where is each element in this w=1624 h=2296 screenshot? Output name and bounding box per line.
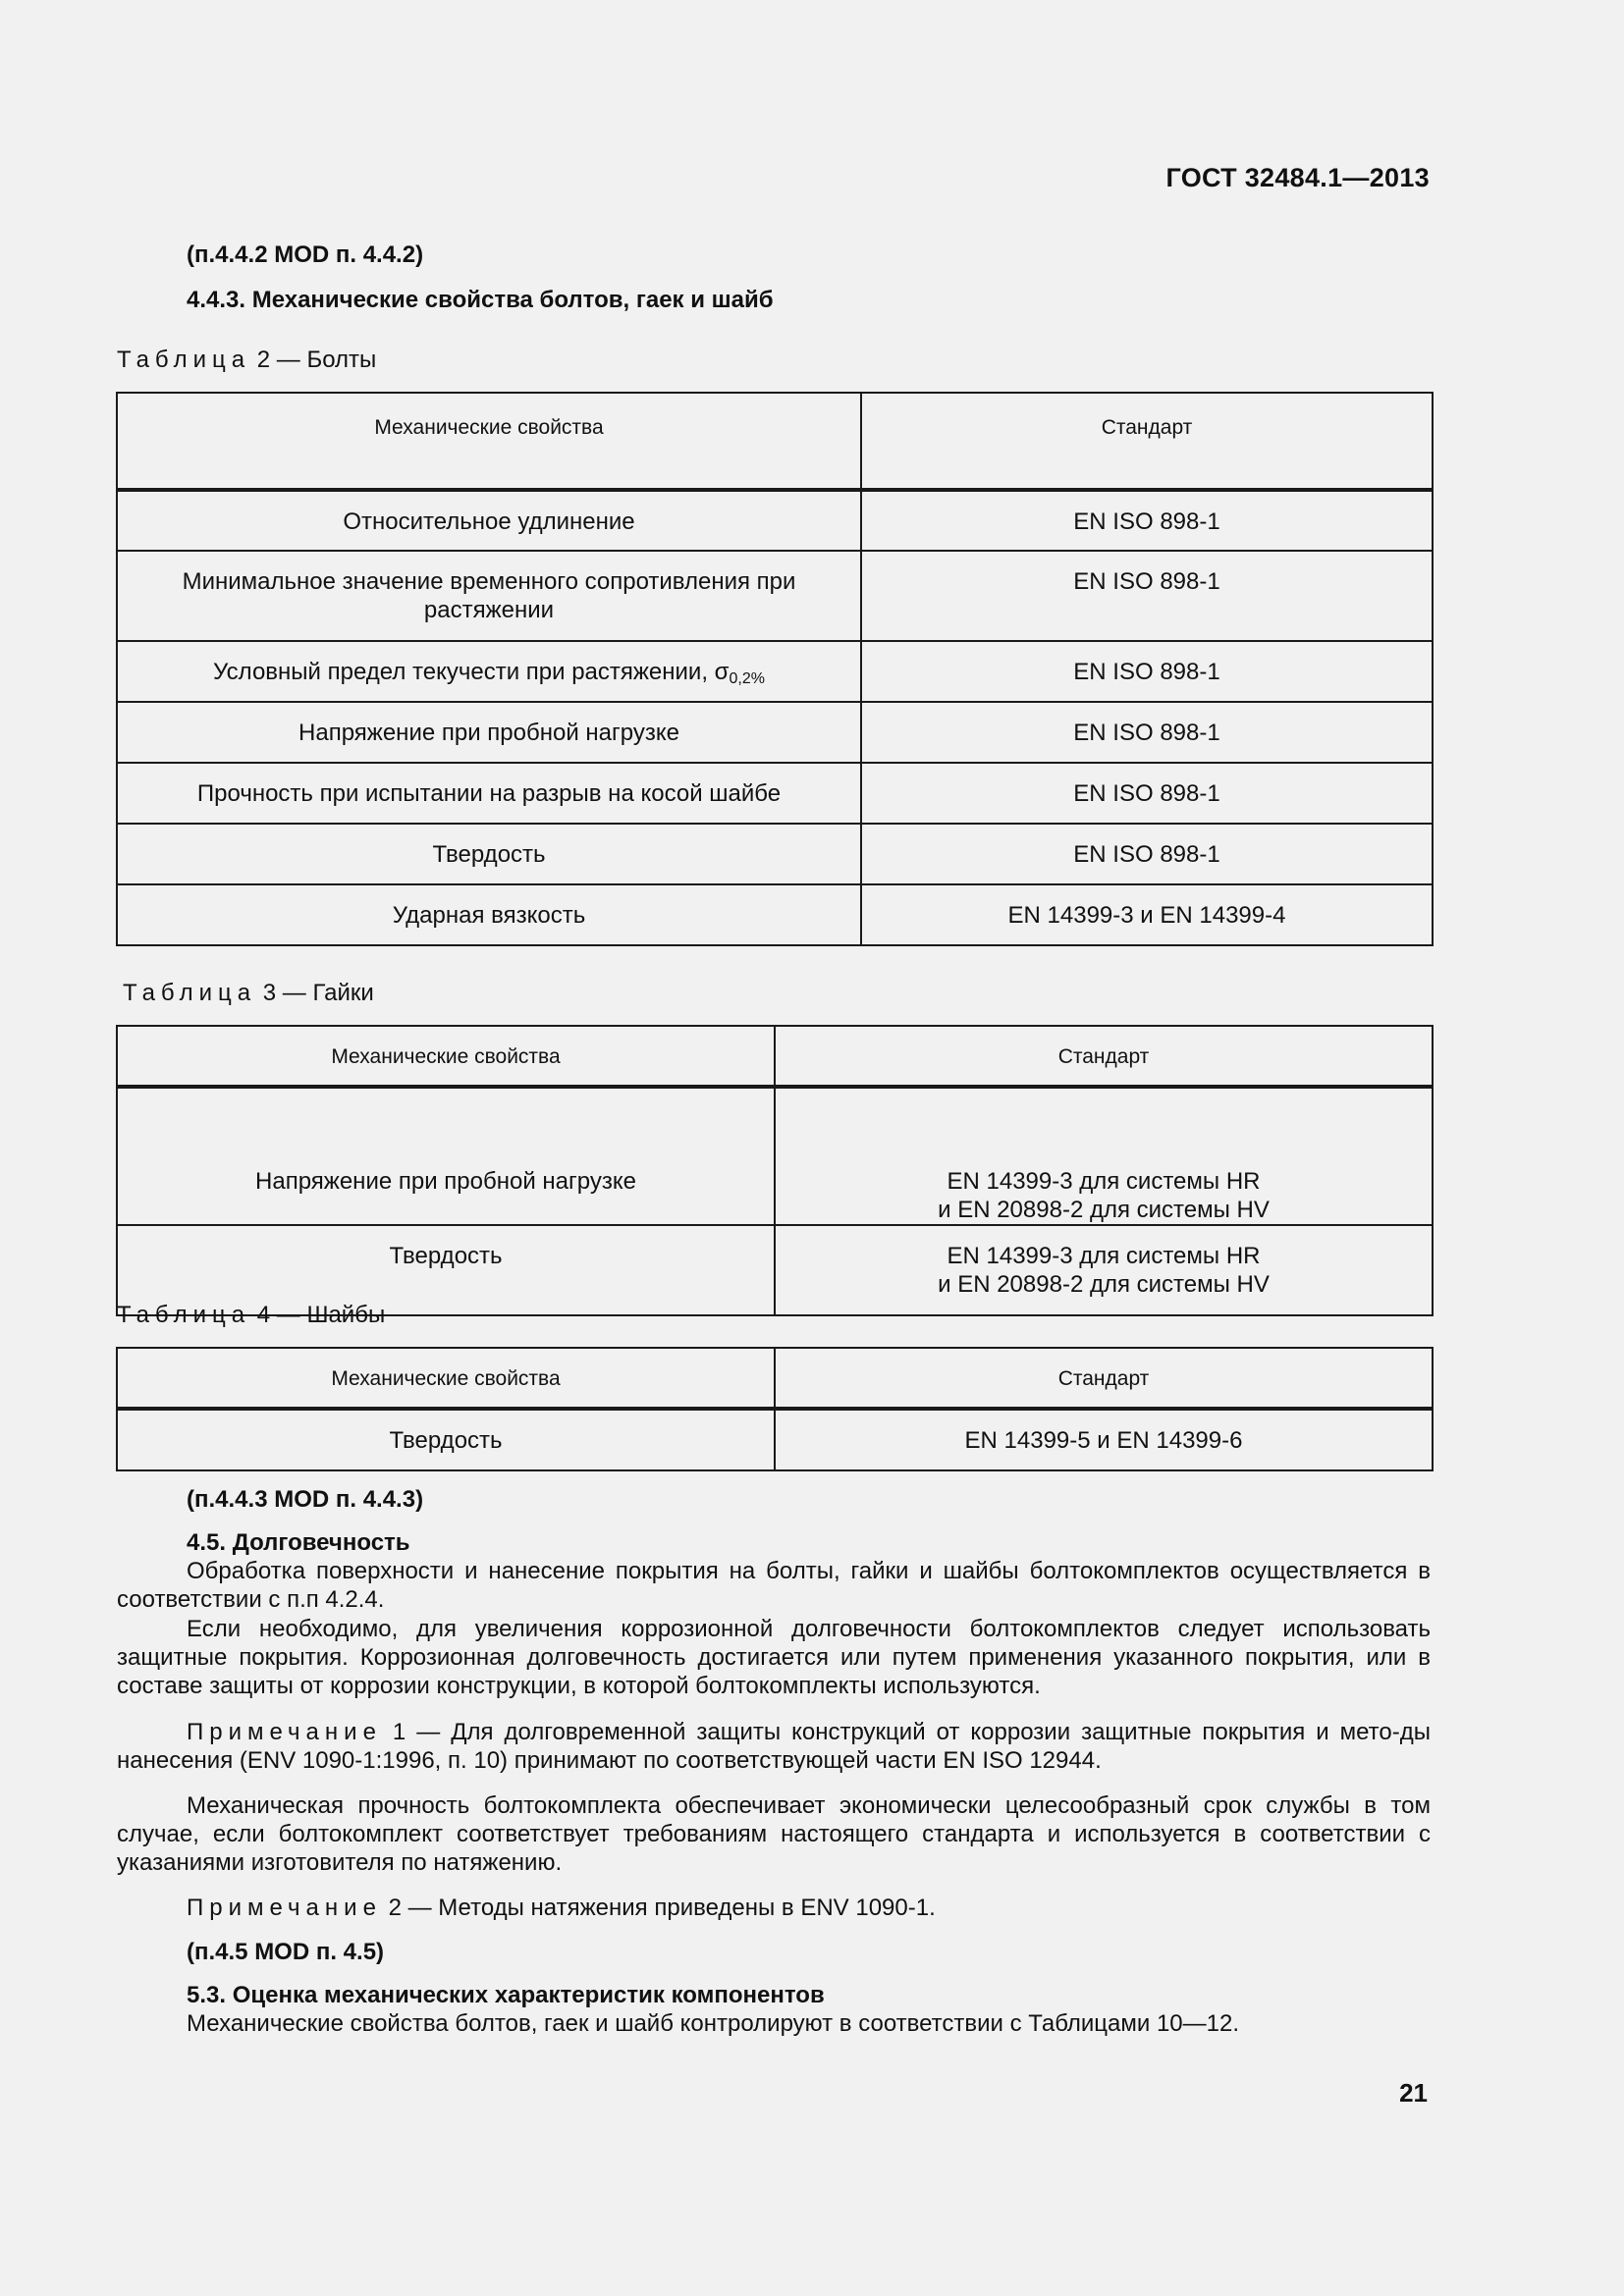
table-cell: EN ISO 898-1 bbox=[861, 763, 1433, 824]
table-cell: EN ISO 898-1 bbox=[861, 490, 1433, 551]
table-row bbox=[117, 824, 1433, 884]
table-2-bolts bbox=[116, 392, 1434, 946]
note-2-text: 2 — Методы натяжения приведены в ENV 1090-1. bbox=[388, 1895, 936, 1921]
sigma-subscript: 0,2% bbox=[729, 670, 765, 687]
table-row bbox=[117, 702, 1433, 763]
table-cell: Напряжение при пробной нагрузке bbox=[117, 702, 861, 763]
reference-4-4-2: (п.4.4.2 MOD п. 4.4.2) bbox=[187, 241, 424, 268]
table-4-caption-title: 4 — Шайбы bbox=[256, 1302, 386, 1328]
table-header-cell: Стандарт bbox=[775, 1348, 1433, 1409]
table-2-caption-word: Таблица bbox=[117, 347, 251, 373]
table-cell: Напряжение при пробной нагрузке bbox=[117, 1087, 775, 1225]
table-cell: Относительное удлинение bbox=[117, 490, 861, 551]
table-cell: Прочность при испытании на разрыв на косой шайбе bbox=[117, 763, 861, 824]
section-heading-4-4-3: 4.4.3. Механические свойства болтов, гаек и шайб bbox=[187, 287, 774, 313]
paragraph-mechanical-strength: Механическая прочность болтокомплекта обеспечивает экономически целесообразный срок службы в том случае, если болтокомплект соответствует требованиям настоящего стандарта и используется в соответствии с указаниями изготовителя по натяжению. bbox=[117, 1792, 1431, 1876]
table-row bbox=[117, 1409, 1433, 1470]
table-row bbox=[117, 884, 1433, 945]
reference-4-4-3: (п.4.4.3 MOD п. 4.4.3) bbox=[187, 1486, 424, 1513]
reference-4-5: (п.4.5 MOD п. 4.5) bbox=[187, 1939, 385, 1965]
section-heading-5-3: 5.3. Оценка механических характеристик компонентов bbox=[187, 1982, 825, 2008]
yield-strength-label: Условный предел текучести при растяжении, σ bbox=[213, 659, 730, 685]
standard-line: и EN 20898-2 для системы HV bbox=[938, 1197, 1270, 1223]
table-header-row bbox=[117, 393, 1433, 490]
table-cell: EN ISO 898-1 bbox=[861, 551, 1433, 641]
table-header-cell: Стандарт bbox=[861, 393, 1433, 490]
note-1-text: 1 — Для долговременной защиты конструкций от коррозии защитные покрытия и мето-ды нанесения (ENV 1090-1:1996, п. 10) принимают по соответствующей части EN ISO 12944. bbox=[117, 1719, 1431, 1774]
table-row bbox=[117, 490, 1433, 551]
table-3-caption-word: Таблица bbox=[123, 980, 257, 1006]
table-cell: Ударная вязкость bbox=[117, 884, 861, 945]
standard-line: и EN 20898-2 для системы HV bbox=[938, 1271, 1270, 1298]
table-header-cell: Механические свойства bbox=[117, 393, 861, 490]
table-3-caption bbox=[123, 979, 1436, 1007]
table-cell: EN ISO 898-1 bbox=[861, 702, 1433, 763]
table-4-caption-word: Таблица bbox=[117, 1302, 251, 1328]
note-2 bbox=[117, 1894, 1431, 1922]
table-3-caption-title: 3 — Гайки bbox=[262, 980, 374, 1006]
section-heading-4-5: 4.5. Долговечность bbox=[187, 1529, 410, 1556]
note-2-word: Примечание bbox=[187, 1895, 382, 1921]
table-header-cell: Механические свойства bbox=[117, 1026, 775, 1087]
table-4-washers bbox=[116, 1347, 1434, 1471]
table-header-cell: Стандарт bbox=[775, 1026, 1433, 1087]
table-2-caption bbox=[117, 346, 1431, 374]
table-cell: Минимальное значение временного сопротивления при растяжении bbox=[117, 551, 861, 641]
paragraph-corrosion: Если необходимо, для увеличения коррозионной долговечности болтокомплектов следует использовать защитные покрытия. Коррозионная долговечность достигается или путем применения указанного покрытия, или в составе защиты от коррозии конструкции, в которой болтокомплекты используются. bbox=[117, 1616, 1431, 1699]
standard-line: EN 14399-3 для системы HR bbox=[947, 1168, 1261, 1195]
paragraph-surface-treatment: Обработка поверхности и нанесение покрытия на болты, гайки и шайбы болтокомплектов осуществляется в соответствии с п.п 4.2.4. bbox=[117, 1558, 1431, 1613]
paragraph-evaluation: Механические свойства болтов, гаек и шайб контролируют в соответствии с Таблицами 10—12. bbox=[187, 2010, 1240, 2037]
document-code: ГОСТ 32484.1—2013 bbox=[1165, 163, 1430, 192]
table-cell: EN 14399-3 и EN 14399-4 bbox=[861, 884, 1433, 945]
table-2-caption-title: 2 — Болты bbox=[256, 347, 377, 373]
table-cell: EN ISO 898-1 bbox=[861, 641, 1433, 702]
note-1-word: Примечание bbox=[187, 1719, 382, 1745]
table-row bbox=[117, 1087, 1433, 1225]
table-cell: Твердость bbox=[117, 1225, 775, 1315]
table-cell: EN 14399-5 и EN 14399-6 bbox=[775, 1409, 1433, 1470]
table-cell: EN ISO 898-1 bbox=[861, 824, 1433, 884]
standard-line: EN 14399-3 для системы HR bbox=[947, 1243, 1261, 1269]
page-number: 21 bbox=[1399, 2078, 1428, 2108]
note-1 bbox=[117, 1718, 1431, 1775]
table-header-row bbox=[117, 1348, 1433, 1409]
table-cell bbox=[117, 641, 861, 702]
table-row bbox=[117, 763, 1433, 824]
table-cell bbox=[775, 1087, 1433, 1225]
table-cell: Твердость bbox=[117, 824, 861, 884]
table-header-cell: Механические свойства bbox=[117, 1348, 775, 1409]
table-header-row bbox=[117, 1026, 1433, 1087]
table-3-nuts bbox=[116, 1025, 1434, 1316]
table-row bbox=[117, 641, 1433, 702]
table-row bbox=[117, 551, 1433, 641]
table-cell: Твердость bbox=[117, 1409, 775, 1470]
table-4-caption bbox=[117, 1301, 1431, 1329]
